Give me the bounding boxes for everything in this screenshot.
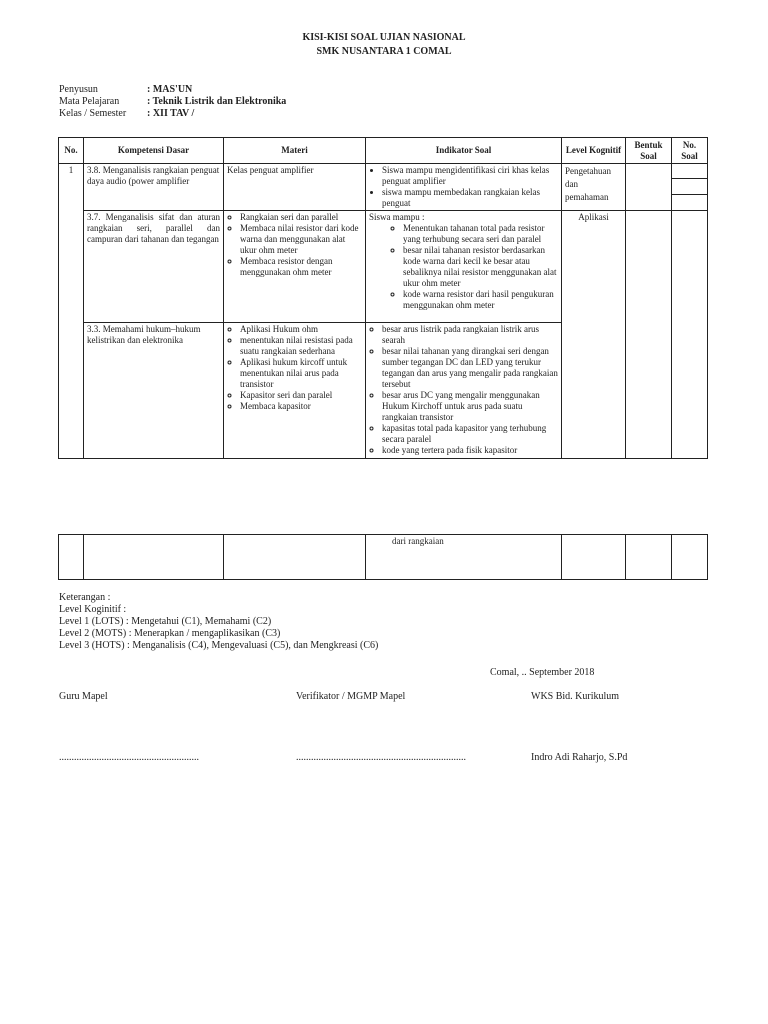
notes-line-4: Level 3 (HOTS) : Menganalisis (C4), Mengevaluasi (C5), dan Mengkreasi (C6) [59, 640, 379, 651]
continuation-table [58, 534, 708, 580]
list-item: ◦ Aplikasi hukum kircoff untuk menentukan nilai arus pada transistor [240, 357, 362, 390]
table-row [59, 535, 708, 580]
row3-materi [224, 323, 366, 459]
list-item: ◦ menentukan nilai resistasi pada suatu rangkaian sederhana [240, 335, 362, 357]
table-row [59, 211, 708, 323]
meta-kelas [0, 108, 768, 120]
cont-materi [224, 535, 366, 580]
row2-kompetensi: 3.7. Menganalisis sifat dan aturan rangkaian seri, parallel dan campuran dari tahanan dan tegangan [84, 211, 224, 323]
meta-mapel [0, 96, 768, 108]
row1-materi: Kelas penguat amplifier [224, 164, 366, 211]
cont-nosoal [672, 535, 708, 580]
penyusun-label: Penyusun [59, 84, 98, 95]
list-item: ◦ Membaca resistor dengan menggunakan ohm meter [240, 256, 362, 278]
row2-nosoal [672, 211, 708, 459]
list-item: • Siswa mampu mengidentifikasi ciri khas kelas penguat amplifier [382, 165, 558, 187]
row1-level: Pengetahuan dan pemahaman [562, 164, 626, 211]
header-materi: Materi [224, 138, 366, 164]
list-item: ◦ Aplikasi Hukum ohm [240, 324, 362, 335]
wks-label: WKS Bid. Kurikulum [531, 691, 620, 702]
list-item: ◦ besar nilai tahanan resistor berdasarkan kode warna dari kecil ke besar atau sebaliknya nilai resistor menggunakan alat ukur ohm meter [403, 245, 558, 289]
mapel-value: : Teknik Listrik dan Elektronika [147, 96, 287, 107]
list-item: ◦ besar arus DC yang mengalir menggunakan Hukum Kirchoff untuk arus pada suatu rangkaian transistor [382, 390, 558, 423]
row2-indikator-intro: Siswa mampu : [369, 212, 425, 222]
header-no: No. [59, 138, 84, 164]
table-header-row [59, 138, 708, 164]
list-item: ◦ besar arus listrik pada rangkaian listrik arus searah [382, 324, 558, 346]
row2-level: Aplikasi [562, 211, 626, 459]
notes-line-3: Level 2 (MOTS) : Menerapkan / mengaplikasikan (C3) [59, 628, 281, 639]
row3-indikator [366, 323, 562, 459]
notes-line-2: Level 1 (LOTS) : Mengetahui (C1), Memahami (C2) [59, 616, 272, 627]
kelas-value: : XII TAV / [147, 108, 195, 119]
list-item: ◦ Menentukan tahanan total pada resistor yang terhubung secara seri dan paralel [403, 223, 558, 245]
row2-materi [224, 211, 366, 323]
cont-no [59, 535, 84, 580]
title-line-2: SMK NUSANTARA 1 COMAL [316, 46, 452, 57]
header-level-kognitif: Level Kognitif [562, 138, 626, 164]
list-item: ◦ kapasitas total pada kapasitor yang terhubung secara paralel [382, 423, 558, 445]
cont-kompetensi [84, 535, 224, 580]
list-item: • siswa mampu membedakan rangkaian kelas penguat [382, 187, 558, 209]
title-line-1: KISI-KISI SOAL UJIAN NASIONAL [302, 32, 466, 43]
notes-line-1: Level Koginitif : [59, 604, 127, 615]
row3-kompetensi: 3.3. Memahami hukum–hukum kelistrikan dan elektronika [84, 323, 224, 459]
row1-indikator [366, 164, 562, 211]
list-item: ◦ Kapasitor seri dan paralel [240, 390, 362, 401]
continuation-text: dari rangkaian [392, 536, 444, 546]
notes-heading: Keterangan : [59, 592, 111, 603]
list-item: ◦ Membaca nilai resistor dari kode warna dan menggunakan alat ukur ohm meter [240, 223, 362, 256]
list-item: ◦ besar nilai tahanan yang dirangkai seri dengan sumber tegangan DC dan LED yang terukur tegangan dan arus yang mengalir pada rangkaian tersebut [382, 346, 558, 390]
row2-indikator [366, 211, 562, 323]
wks-name: Indro Adi Raharjo, S.Pd [531, 752, 628, 763]
list-item: ◦ kode warna resistor dari hasil pengukuran menggunakan ohm meter [403, 289, 558, 311]
table-row [59, 164, 708, 211]
verifikator-label: Verifikator / MGMP Mapel [296, 691, 406, 702]
list-item: ◦ Rangkaian seri dan parallel [240, 212, 362, 223]
meta-penyusun [0, 84, 768, 96]
kisi-kisi-table [58, 137, 708, 459]
guru-mapel-label: Guru Mapel [59, 691, 108, 702]
verifikator-signature-line: .................................................................... [296, 752, 466, 763]
row1-nosoal [672, 164, 708, 211]
kelas-label: Kelas / Semester [59, 108, 127, 119]
cont-indikator [366, 535, 562, 580]
row1-no: 1 [59, 164, 84, 459]
guru-signature-line: ........................................................ [59, 752, 199, 763]
penyusun-value: : MAS'UN [147, 84, 193, 95]
row1-bentuk [626, 164, 672, 211]
list-item: ◦ kode yang tertera pada fisik kapasitor [382, 445, 558, 456]
mapel-label: Mata Pelajaran [59, 96, 120, 107]
header-no-soal: No. Soal [672, 138, 708, 164]
list-item: ◦ Membaca kapasitor [240, 401, 362, 412]
row1-kompetensi: 3.8. Menganalisis rangkaian penguat daya audio (power amplifier [84, 164, 224, 211]
header-bentuk-soal: Bentuk Soal [626, 138, 672, 164]
header-kompetensi-dasar: Kompetensi Dasar [84, 138, 224, 164]
cont-level [562, 535, 626, 580]
place-date: Comal, .. September 2018 [490, 667, 595, 678]
header-indikator-soal: Indikator Soal [366, 138, 562, 164]
row2-bentuk [626, 211, 672, 459]
cont-bentuk [626, 535, 672, 580]
